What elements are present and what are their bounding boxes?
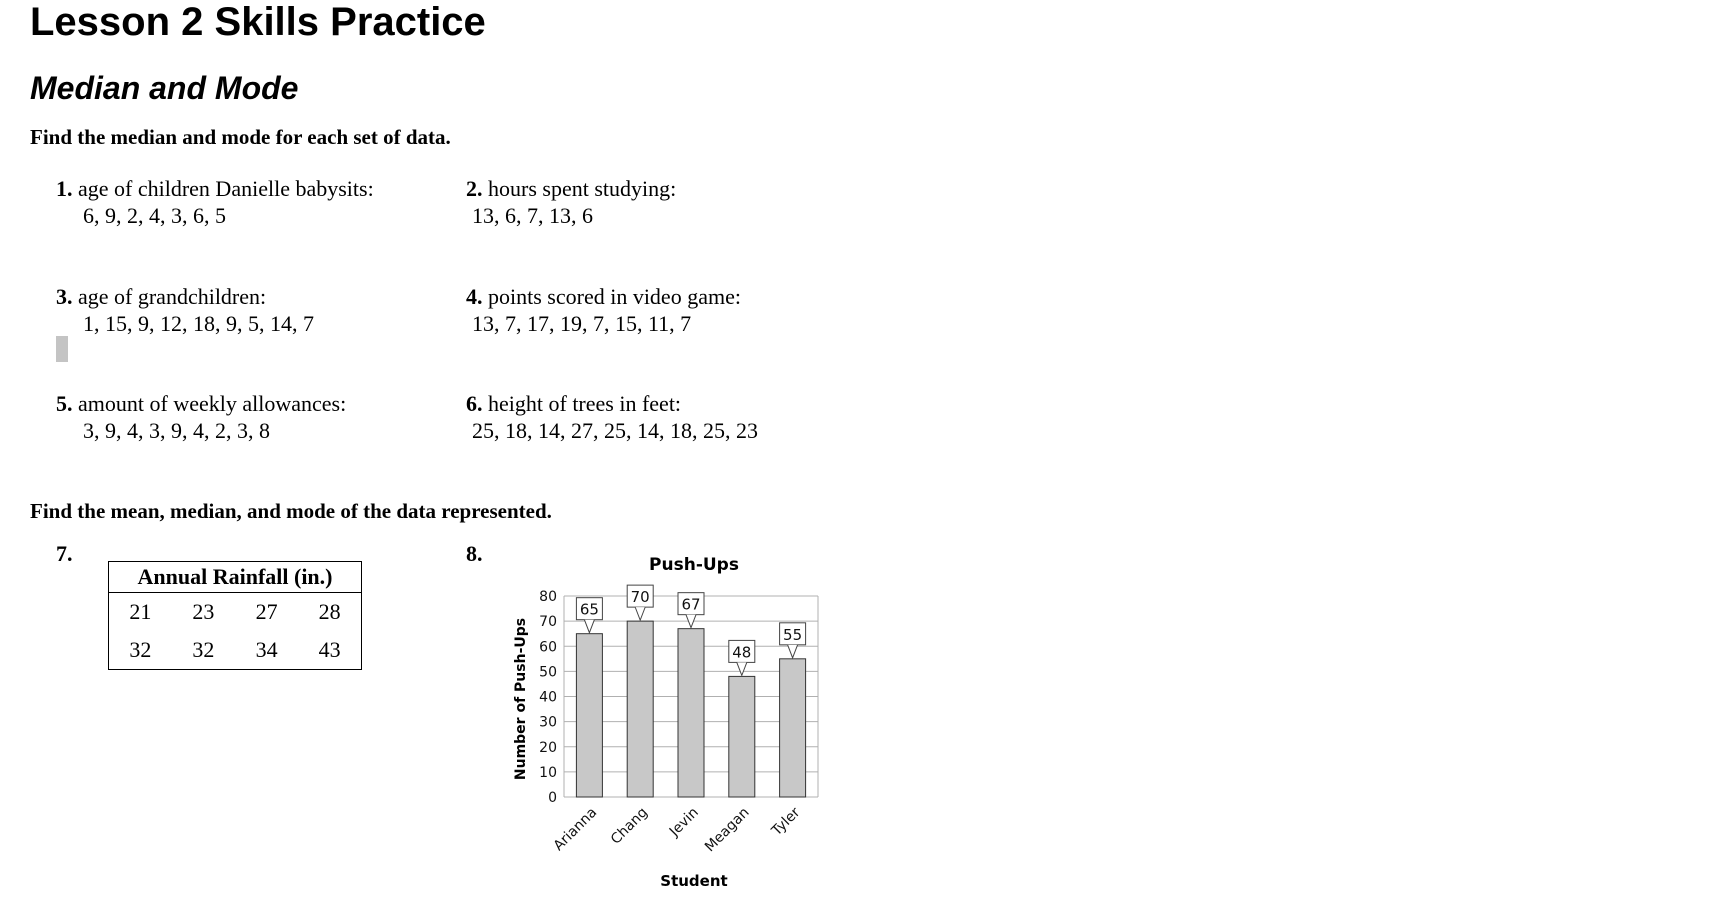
problem-label: amount of weekly allowances: (78, 391, 347, 416)
chart-data-label: 70 (630, 588, 650, 607)
chart-x-tick-label: Chang (607, 804, 652, 848)
problem-values: 13, 6, 7, 13, 6 (472, 203, 593, 228)
problem-number: 2. (466, 176, 483, 201)
chart-x-axis-label: Student (660, 872, 728, 890)
chart-data-label: 48 (732, 643, 752, 662)
chart-title: Push-Ups (649, 555, 739, 575)
table-row (109, 631, 362, 670)
chart-y-tick-label: 50 (539, 664, 557, 681)
chart-data-label-pointer (635, 607, 645, 620)
chart-y-tick-label: 80 (539, 589, 557, 605)
chart-y-tick-label: 60 (539, 639, 557, 656)
chart-x-tick-label: Meagan (701, 804, 753, 856)
problem-label: hours spent studying: (488, 176, 677, 201)
problem-label: age of children Danielle babysits: (78, 176, 374, 201)
instruction-median-mode: Find the median and mode for each set of data. (30, 125, 451, 149)
problem-number: 5. (56, 391, 73, 416)
chart-y-tick-label: 40 (539, 689, 557, 706)
chart-x-tick-label: Tyler (768, 804, 804, 840)
problem-4 (466, 283, 741, 337)
push-ups-chart (500, 550, 840, 895)
problem-number: 4. (466, 284, 483, 309)
table-cell: 32 (192, 637, 215, 662)
instruction-mean-median-mode: Find the mean, median, and mode of the data represented. (30, 499, 552, 523)
problem-3 (56, 283, 314, 337)
table-cell: 23 (192, 599, 215, 624)
problem-label: age of grandchildren: (78, 284, 267, 309)
table-cell: 21 (129, 599, 152, 624)
chart-x-ticks (551, 804, 804, 855)
chart-x-tick-label: Jevin (666, 804, 702, 840)
chart-bar (780, 659, 806, 797)
chart-data-label-pointer (584, 620, 594, 633)
table-cell: 32 (129, 637, 152, 662)
problem-5 (56, 390, 346, 444)
chart-data-label: 65 (579, 600, 599, 619)
problem-label: points scored in video game: (488, 284, 741, 309)
chart-y-axis-label: Number of Push-Ups (513, 617, 529, 781)
chart-data-label: 55 (783, 625, 803, 644)
chart-y-tick-label: 70 (539, 614, 557, 631)
chart-y-tick-label: 20 (539, 739, 557, 756)
chart-y-tick-label: 10 (539, 764, 557, 781)
page-subtitle: Median and Mode (30, 70, 299, 106)
chart-bar (729, 676, 755, 797)
problem-6 (466, 390, 758, 444)
table-cell: 28 (318, 599, 341, 624)
problem-values: 25, 18, 14, 27, 25, 14, 18, 25, 23 (472, 418, 758, 443)
problem-values: 6, 9, 2, 4, 3, 6, 5 (83, 203, 226, 228)
table-row (109, 593, 362, 632)
chart-data-label-pointer (788, 645, 798, 658)
chart-bar (627, 621, 653, 797)
chart-data-label: 67 (681, 595, 701, 614)
chart-bar (576, 634, 602, 797)
problem-2 (466, 175, 676, 229)
problem-label: height of trees in feet: (488, 391, 682, 416)
table-title: Annual Rainfall (in.) (109, 562, 362, 593)
table-cell: 34 (255, 637, 278, 662)
text-cursor-marker (56, 336, 68, 362)
chart-data-label-pointer (737, 662, 747, 675)
chart-bars (576, 585, 805, 797)
chart-y-tick-label: 30 (539, 714, 557, 731)
chart-y-ticks (539, 589, 557, 806)
problem-values: 13, 7, 17, 19, 7, 15, 11, 7 (472, 311, 692, 336)
page-title: Lesson 2 Skills Practice (30, 0, 486, 44)
problem-number: 6. (466, 391, 483, 416)
problem-8-number: 8. (466, 541, 483, 566)
problem-values: 1, 15, 9, 12, 18, 9, 5, 14, 7 (83, 311, 314, 336)
problem-values: 3, 9, 4, 3, 9, 4, 2, 3, 8 (83, 418, 270, 443)
problem-number: 1. (56, 176, 73, 201)
table-cell: 43 (318, 637, 341, 662)
problem-1 (56, 175, 374, 229)
problem-number: 3. (56, 284, 73, 309)
problem-7-number: 7. (56, 541, 73, 566)
chart-y-tick-label: 0 (548, 790, 557, 806)
chart-x-tick-label: Arianna (550, 804, 601, 855)
annual-rainfall-table (108, 561, 362, 670)
chart-bar (678, 629, 704, 797)
table-cell: 27 (255, 599, 278, 624)
